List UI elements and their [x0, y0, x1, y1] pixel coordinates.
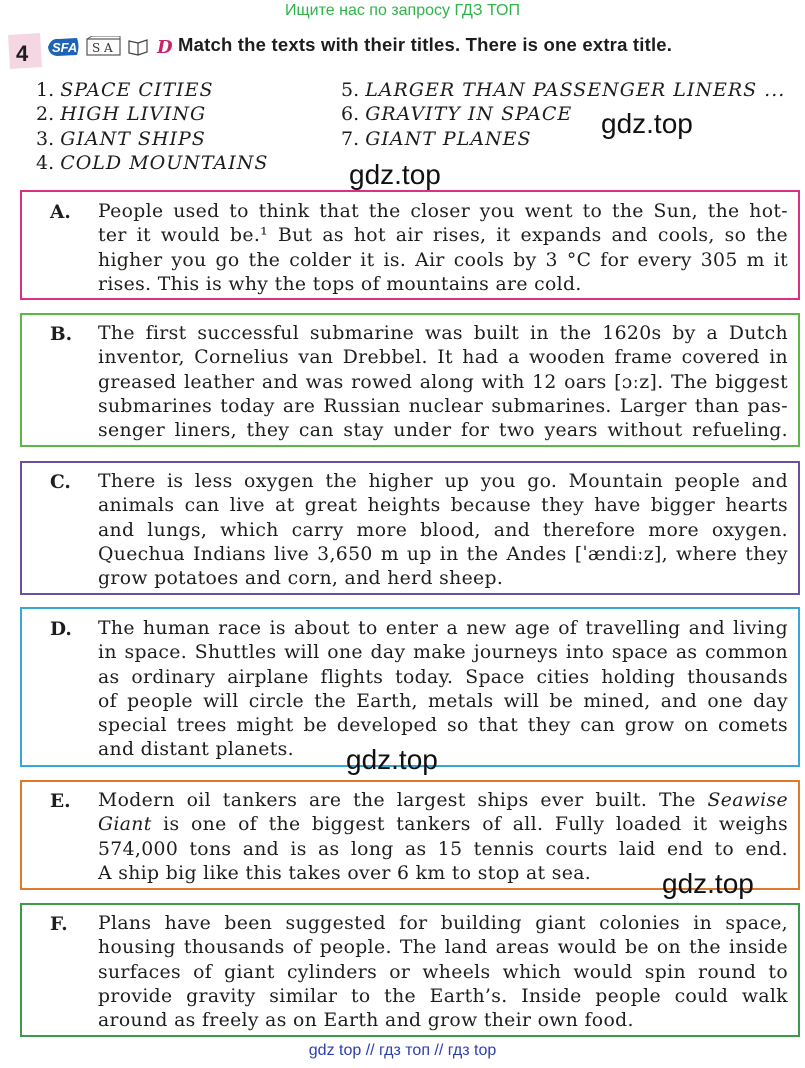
- text-line: 574,000 tons and is as long as 15 tennis courts laid end to end.: [98, 838, 788, 860]
- text-line: inventor, Cornelius van Drebbel. It had a wooden frame covered in: [98, 347, 788, 369]
- text-line: A ship big like this takes over 6 km to stop at sea.: [98, 862, 592, 884]
- title-item: 2. HIGH LIVING: [36, 103, 207, 126]
- text-line: in space. Shuttles will one day make journeys into space as common: [98, 642, 788, 664]
- text-letter: C.: [50, 472, 71, 493]
- d-label: D: [157, 37, 173, 58]
- text-body: [98, 912, 788, 1033]
- title-item: 5. LARGER THAN PASSENGER LINERS ...: [341, 79, 786, 101]
- text-line: People used to think that the closer you went to the Sun, the hot-: [98, 201, 788, 222]
- text-body: [98, 617, 788, 763]
- sfa-label: SFA: [52, 40, 78, 55]
- text-box-f: [20, 903, 800, 1037]
- text-line: greased leather and was rowed along with 12 oars [ɔːz]. The biggest: [98, 371, 788, 393]
- titles-right: [341, 78, 785, 151]
- text-line: Quechua Indians live 3,650 m up in the Andes [ˈændiːz], where they: [98, 543, 788, 565]
- title-item: 3. GIANT SHIPS: [36, 127, 206, 150]
- instruction: Match the texts with their titles. There is one extra title.: [178, 34, 673, 55]
- title-item: 4. COLD MOUNTAINS: [36, 151, 269, 174]
- sfa-badge-icon: [47, 36, 81, 62]
- top-banner: Ищите нас по запросу ГДЗ ТОП: [285, 2, 520, 19]
- title-item: 6. GRAVITY IN SPACE: [341, 103, 573, 126]
- text-line: surfaces of giant cylinders or wheels which would spin round to: [98, 961, 788, 983]
- text-line: higher you go the colder it is. Air cools by 3 °C for every 305 m it: [98, 249, 788, 271]
- watermark: gdz.top: [601, 108, 693, 139]
- ship-name: Giant: [98, 814, 152, 836]
- text-line: and distant planets.: [98, 739, 294, 761]
- text-line: rises. This is why the tops of mountains are cold.: [98, 273, 582, 295]
- text-box-b: [20, 313, 800, 447]
- watermark: gdz.top: [349, 159, 441, 190]
- text-box-a: [20, 190, 800, 300]
- text-line: Plans have been suggested for building giant colonies in space,: [98, 913, 788, 934]
- book-icon: [127, 37, 151, 61]
- text-line: The first successful submarine was built in the 1620s by a Dutch: [98, 323, 788, 344]
- text-line: ter it would be.¹ But as hot air rises, it expands and cools, so the: [98, 225, 788, 247]
- titles-left: [36, 78, 268, 175]
- text-line: Modern oil tankers are the largest ships ever built. The Seawise: [98, 790, 788, 811]
- watermark: gdz.top: [346, 744, 438, 775]
- text-line: and lungs, which carry more blood, and therefore more oxygen.: [98, 519, 788, 541]
- text-line: There is less oxygen the higher up you go. Mountain people and: [98, 471, 788, 492]
- watermark: gdz.top: [662, 868, 754, 899]
- text-line: submarines today are Russian nuclear submarines. Larger than pas-: [98, 395, 788, 417]
- sa-label: S A: [92, 41, 113, 55]
- text-body: [98, 200, 788, 297]
- text-line: of people will circle the Earth, metals will be mined, and one day: [98, 690, 788, 712]
- title-item: 1. SPACE CITIES: [36, 79, 214, 101]
- text-letter: F.: [50, 914, 68, 935]
- text-line: The human race is about to enter a new age of travelling and living: [98, 618, 788, 639]
- text-letter: A.: [50, 202, 71, 223]
- text-line: housing thousands of people. The land areas would be on the inside: [98, 937, 788, 959]
- sa-box-icon: [86, 36, 122, 62]
- text-body: [98, 322, 788, 443]
- text-letter: B.: [50, 324, 73, 345]
- text-line: senger liners, they can stay under for two years without refueling.: [98, 420, 788, 442]
- text-line: around as freely as on Earth and grow their own food.: [98, 1010, 634, 1032]
- text-line: as ordinary airplane flights today. Space cities holding thousands: [98, 666, 788, 688]
- text-letter: D.: [50, 619, 72, 640]
- text-body: [98, 470, 788, 591]
- exercise-number-text: 4: [16, 41, 29, 66]
- d-letter-icon: [156, 36, 176, 62]
- text-line: Giant is one of the biggest tankers of all. Fully loaded it weighs: [98, 814, 788, 836]
- exercise-number: [6, 31, 44, 71]
- text-box-c: [20, 461, 800, 595]
- text-letter: E.: [50, 791, 71, 812]
- text-box-d: [20, 607, 800, 767]
- text-line: special trees might be developed so that they can grow on comets: [98, 715, 788, 737]
- exercise-icons: [47, 36, 176, 62]
- title-item: 7. GIANT PLANES: [341, 127, 532, 150]
- text-line: grow potatoes and corn, and herd sheep.: [98, 568, 504, 590]
- text-line: provide gravity similar to the Earth’s. Inside people could walk: [98, 985, 788, 1007]
- footer: gdz top // гдз топ // гдз top: [308, 1042, 497, 1059]
- text-line: animals can live at great heights because they have bigger hearts: [98, 495, 788, 517]
- ship-name: Seawise: [707, 790, 788, 811]
